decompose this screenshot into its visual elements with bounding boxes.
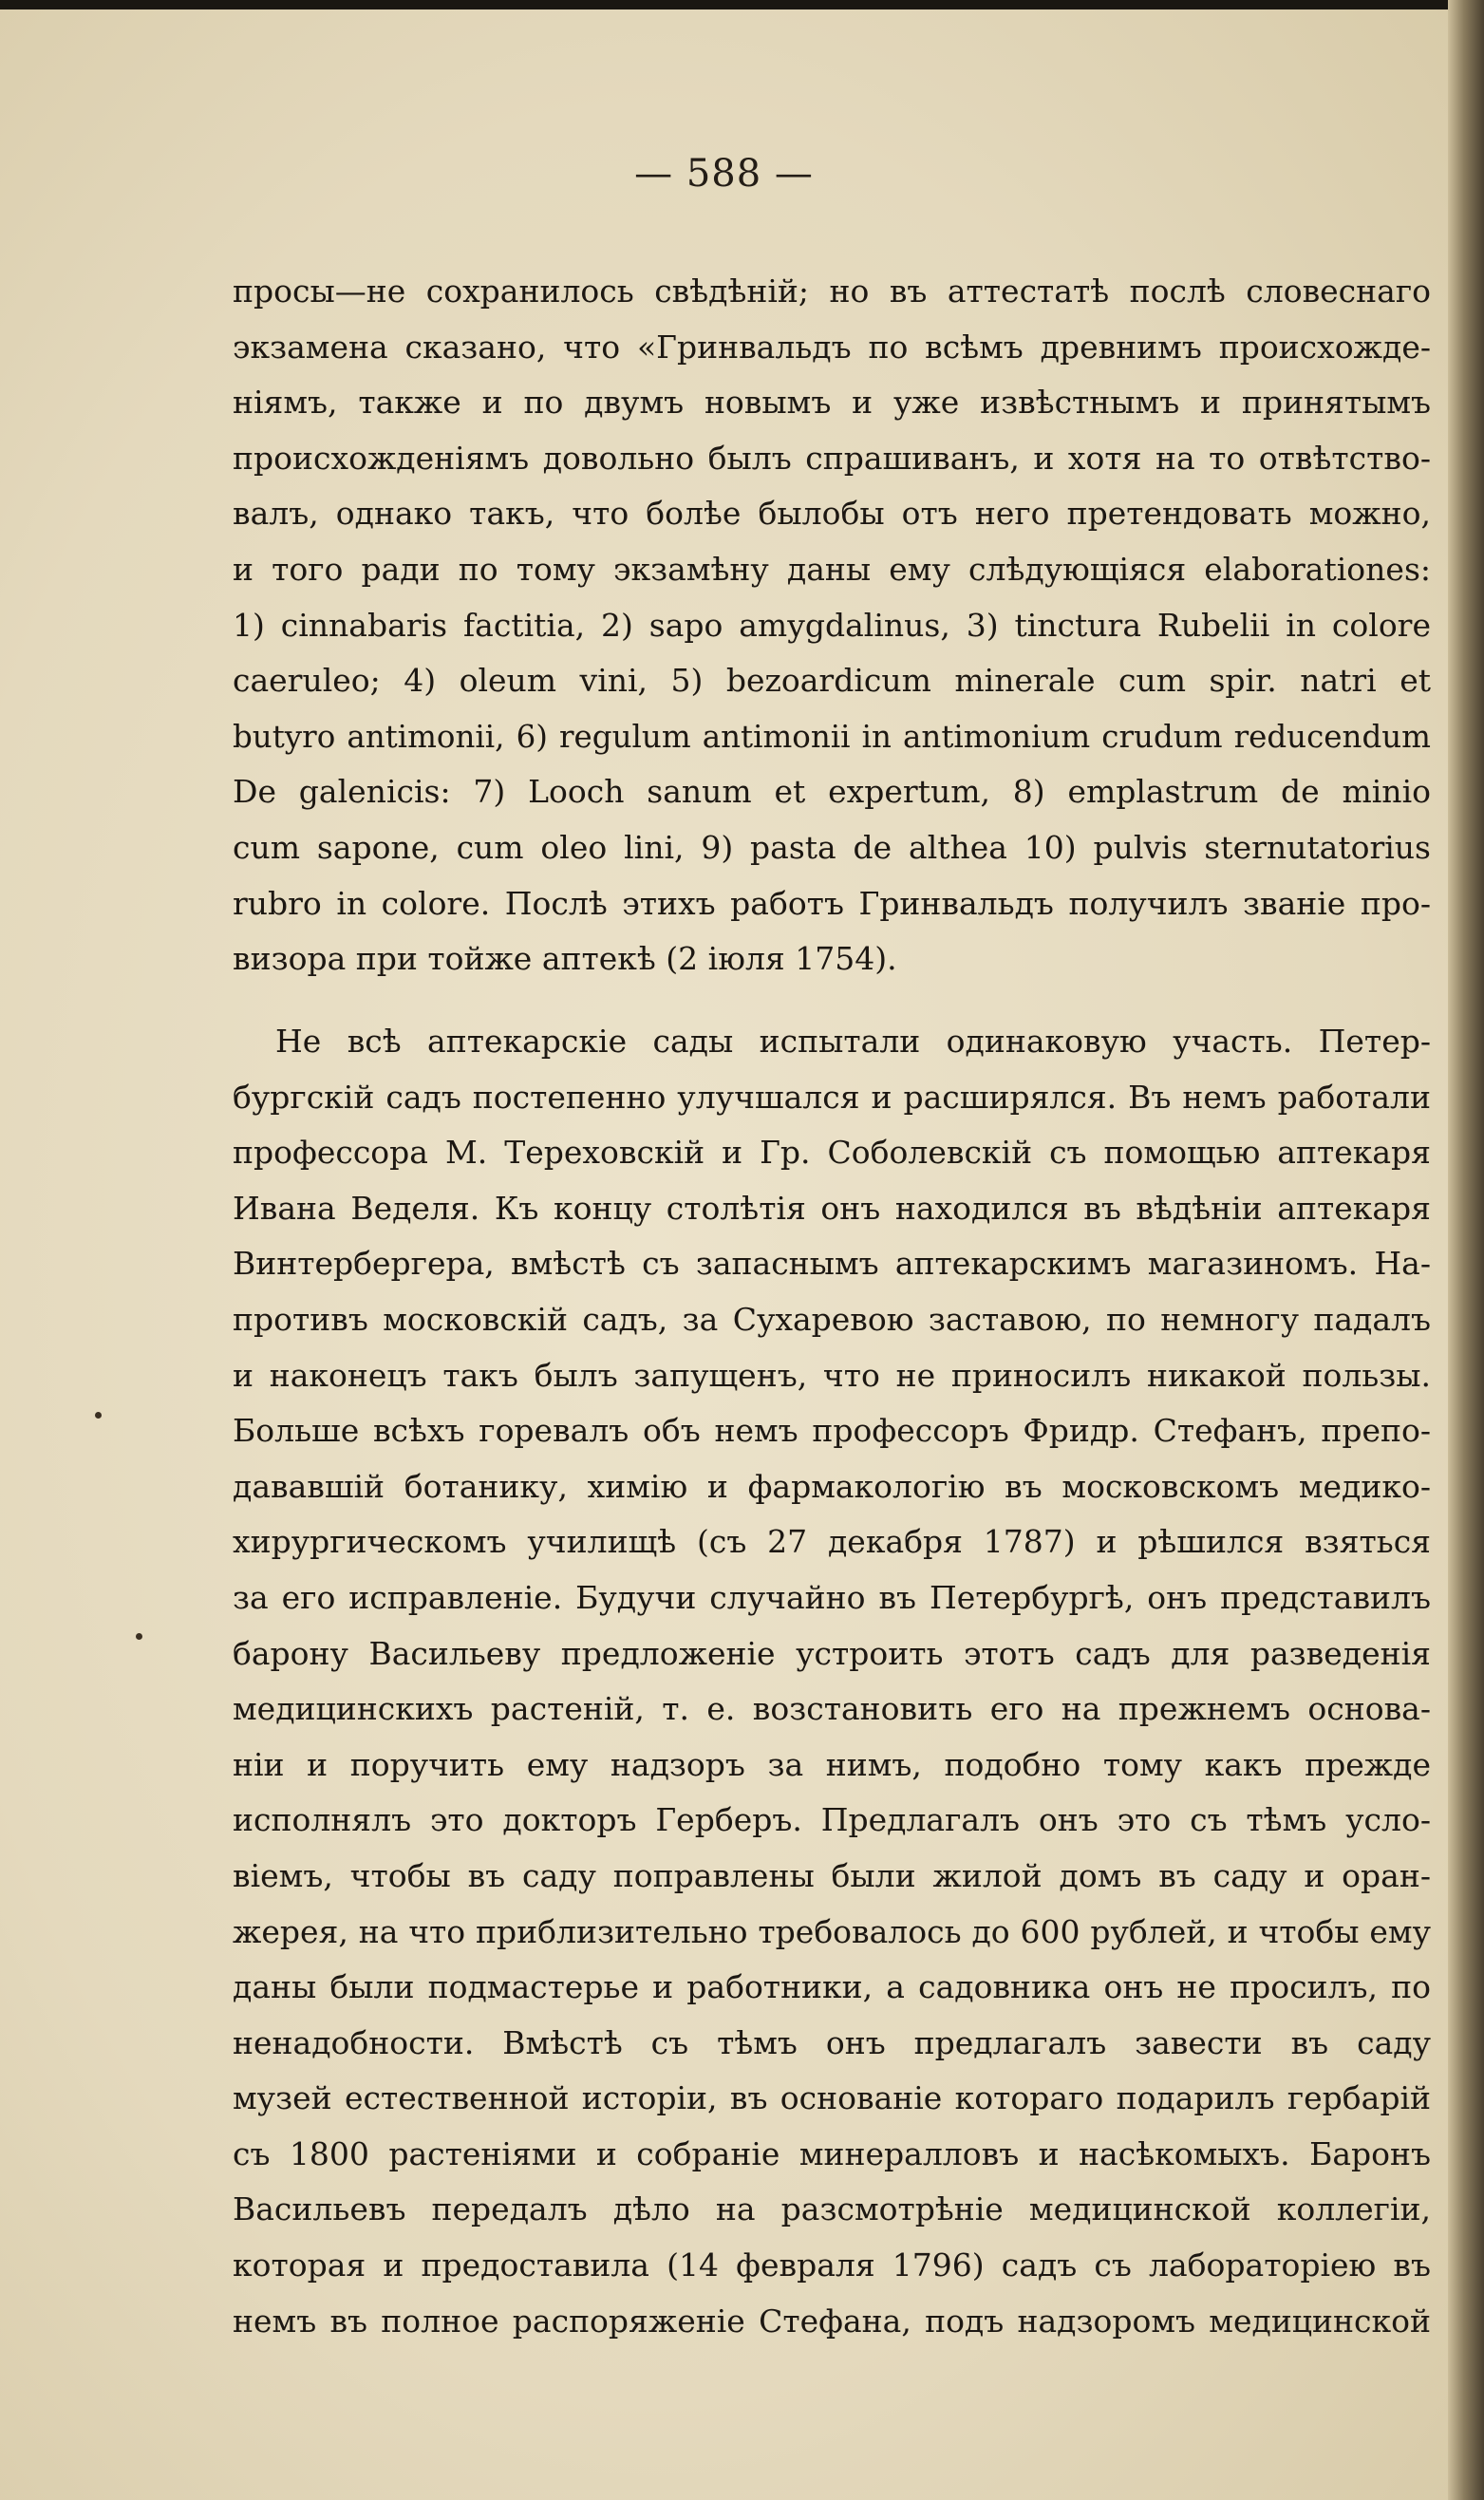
text-line: барону Васильеву предложеніе устроить этотъ садъ для разведенія <box>233 1634 1431 1672</box>
text-line: просы—не сохранилось свѣдѣній; но въ аттестатѣ послѣ словеснаго <box>233 273 1431 310</box>
book-page <box>0 9 1448 2500</box>
text-line: происхожденіямъ довольно былъ спрашиванъ, и хотя на то отвѣтство- <box>233 439 1431 477</box>
text-line: cum sapone, cum oleo lini, 9) pasta de althea 10) pulvis sternutatorius <box>233 828 1431 866</box>
text-line: которая и предоставила (14 февраля 1796) садъ съ лабораторіею въ <box>233 2246 1431 2284</box>
text-line: caeruleo; 4) oleum vini, 5) bezoardicum minerale cum spir. natri et <box>233 662 1431 700</box>
page-number: — 588 — <box>634 152 814 196</box>
scan-right-edge <box>1448 0 1484 2500</box>
text-line: ніи и поручить ему надзоръ за нимъ, подобно тому какъ прежде <box>233 1745 1431 1783</box>
text-line: De galenicis: 7) Looch sanum et expertum, 8) emplastrum de minio <box>233 773 1431 811</box>
text-line: визора при тойже аптекѣ (2 іюля 1754). <box>233 940 897 978</box>
text-line: Винтербергера, вмѣстѣ съ запаснымъ аптекарскимъ магазиномъ. На- <box>233 1245 1431 1283</box>
text-line: профессора М. Тереховскій и Гр. Соболевскій съ помощью аптекаря <box>233 1134 1431 1172</box>
ink-speck <box>136 1633 142 1640</box>
text-line: за его исправленіе. Будучи случайно въ Петербургѣ, онъ представилъ <box>233 1578 1431 1616</box>
text-line: музей естественной исторіи, въ основаніе котораго подарилъ гербарій <box>233 2079 1431 2117</box>
text-line: 1) cinnabaris factitia, 2) sapo amygdalinus, 3) tinctura Rubelii in colore <box>233 606 1431 644</box>
text-line: ненадобности. Вмѣстѣ съ тѣмъ онъ предлагалъ завести въ саду <box>233 2023 1431 2061</box>
text-line: исполнялъ это докторъ Герберъ. Предлагалъ онъ это съ тѣмъ усло- <box>233 1801 1431 1839</box>
scan-top-edge <box>0 0 1484 9</box>
text-line: дававшій ботанику, химію и фармакологію въ московскомъ медико- <box>233 1467 1431 1505</box>
text-line: ніямъ, также и по двумъ новымъ и уже извѣстнымъ и принятымъ <box>233 384 1431 422</box>
paragraph-1 <box>233 264 1431 987</box>
text-line: віемъ, чтобы въ саду поправлены были жилой домъ въ саду и оран- <box>233 1856 1431 1894</box>
text-line: жерея, на что приблизительно требовалось до 600 рублей, и чтобы ему <box>233 1912 1431 1950</box>
text-line: противъ московскій садъ, за Сухаревою заставою, по немногу падалъ <box>233 1300 1431 1338</box>
text-line: хирургическомъ училищѣ (съ 27 декабря 1787) и рѣшился взяться <box>233 1523 1431 1561</box>
text-line: экзамена сказано, что «Гринвальдъ по всѣмъ древнимъ происхожде- <box>233 328 1431 366</box>
text-line: Не всѣ аптекарскіе сады испытали одинаковую участь. Петер- <box>275 1023 1431 1060</box>
text-line: медицинскихъ растеній, т. е. возстановить его на прежнемъ основа- <box>233 1690 1431 1728</box>
text-line: butyro antimonii, 6) regulum antimonii in antimonium crudum reducendum <box>233 718 1431 755</box>
text-line: Ивана Веделя. Къ концу столѣтія онъ находился въ вѣдѣніи аптекаря <box>233 1189 1431 1227</box>
ink-speck <box>95 1412 102 1419</box>
text-line: немъ въ полное распоряженіе Стефана, подъ надзоромъ медицинской <box>233 2302 1431 2340</box>
text-line: Васильевъ передалъ дѣло на разсмотрѣніе медицинской коллегіи, <box>233 2190 1431 2228</box>
text-line: Больше всѣхъ горевалъ объ немъ профессоръ Фридр. Стефанъ, препо- <box>233 1412 1431 1450</box>
paragraph-2 <box>233 1014 1431 2349</box>
text-line: даны были подмастерье и работники, а садовника онъ не просилъ, по <box>233 1968 1431 2006</box>
text-line: бургскій садъ постепенно улучшался и расширялся. Въ немъ работали <box>233 1078 1431 1116</box>
text-line: rubro in colore. Послѣ этихъ работъ Гринвальдъ получилъ званіе про- <box>233 884 1431 922</box>
text-line: валъ, однако такъ, что болѣе былобы отъ него претендовать можно, <box>233 495 1431 533</box>
text-line: и наконецъ такъ былъ запущенъ, что не приносилъ никакой пользы. <box>233 1356 1431 1394</box>
text-line: и того ради по тому экзамѣну даны ему слѣдующіяся elaborationes: <box>233 550 1431 588</box>
text-line: съ 1800 растеніями и собраніе минералловъ и насѣкомыхъ. Баронъ <box>233 2134 1431 2172</box>
